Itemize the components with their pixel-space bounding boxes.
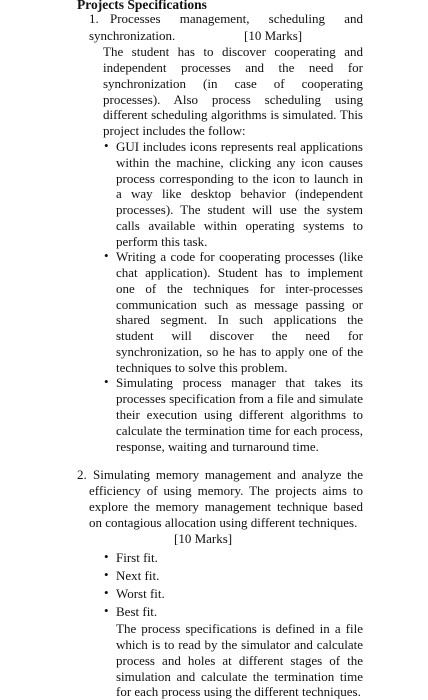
- item-1-intro-line: project includes the follow:: [103, 123, 246, 138]
- item-1-intro-line: The student has to discover cooperating and: [103, 44, 363, 59]
- bullet-line: processes specification from a file and simulate: [116, 391, 363, 406]
- bullet-line: calculate the termination time for each process,: [116, 423, 363, 438]
- bullet-line: process corresponding to the icon to launch in: [116, 171, 363, 186]
- closing-line: The process specifications is defined in a file: [116, 621, 363, 636]
- fit-worst: Worst fit.: [116, 586, 165, 601]
- closing-line: which is to read by the simulator and calculate: [116, 637, 363, 652]
- item-1-intro-line: processes). Also process scheduling using: [103, 92, 363, 107]
- bullet-marker: •: [104, 603, 109, 618]
- fit-first: First fit.: [116, 550, 158, 565]
- closing-line: process and holes at different stages of the: [116, 653, 363, 668]
- bullet-line: communication such as message passing or: [116, 297, 363, 312]
- item-1-title-line-2: synchronization.: [89, 28, 176, 43]
- bullet-line: processes). The student will use the system: [116, 202, 363, 217]
- bullet-line: their execution using different algorithms to: [116, 407, 363, 422]
- bullet-line: within the machine, clicking any icon causes: [116, 155, 363, 170]
- item-1-title-line-1: Processes management, scheduling and: [110, 11, 363, 26]
- page-heading: Projects Specifications: [77, 0, 207, 12]
- bullet-marker: •: [104, 567, 109, 582]
- bullet-line: Simulating process manager that takes its: [116, 375, 363, 390]
- item-1-intro-line: independent processes and the need for: [103, 60, 363, 75]
- bullet-line: one of the techniques for inter-processes: [116, 281, 363, 296]
- item-2-line: Simulating memory management and analyze the: [93, 467, 363, 482]
- closing-line: simulation and calculate the termination time: [116, 669, 363, 684]
- item-1-number: 1.: [89, 11, 99, 26]
- bullet-marker: •: [104, 585, 109, 600]
- bullet-line: response, waiting and turnaround time.: [116, 439, 319, 454]
- item-2-number: 2.: [77, 467, 87, 482]
- bullet-line: shared segment. In such applications the: [116, 312, 363, 327]
- fit-best: Best fit.: [116, 604, 158, 619]
- bullet-marker: •: [104, 248, 109, 263]
- item-2-line: on contagious allocation using different techniques.: [89, 515, 358, 530]
- item-1-intro-line: synchronization (in case of cooperating: [103, 76, 363, 91]
- bullet-line: student will discover the need for: [116, 328, 363, 343]
- item-1-marks: [10 Marks]: [244, 28, 303, 43]
- bullet-line: perform this task.: [116, 234, 208, 249]
- item-2-line: efficiency of using memory. The projects aims to: [89, 483, 363, 498]
- item-2-marks: [10 Marks]: [174, 531, 233, 546]
- bullet-line: techniques to solve this problem.: [116, 360, 288, 375]
- bullet-marker: •: [104, 549, 109, 564]
- bullet-line: GUI includes icons represents real applications: [116, 139, 363, 154]
- bullet-line: chat application). Student has to implement: [116, 265, 363, 280]
- fit-next: Next fit.: [116, 568, 160, 583]
- bullet-line: a way like desktop behavior (independent: [116, 186, 363, 201]
- closing-line: for each process using the different techniques.: [116, 684, 361, 699]
- bullet-line: Writing a code for cooperating processes (like: [116, 249, 363, 264]
- bullet-marker: •: [104, 374, 109, 389]
- bullet-line: calls available within operating systems to: [116, 218, 363, 233]
- item-2-line: explore the memory management technique based: [89, 499, 363, 514]
- item-1-intro-line: different scheduling algorithms is simulated. This: [103, 107, 363, 122]
- bullet-marker: •: [104, 138, 109, 153]
- bullet-line: synchronization, so he has to apply one of the: [116, 344, 363, 359]
